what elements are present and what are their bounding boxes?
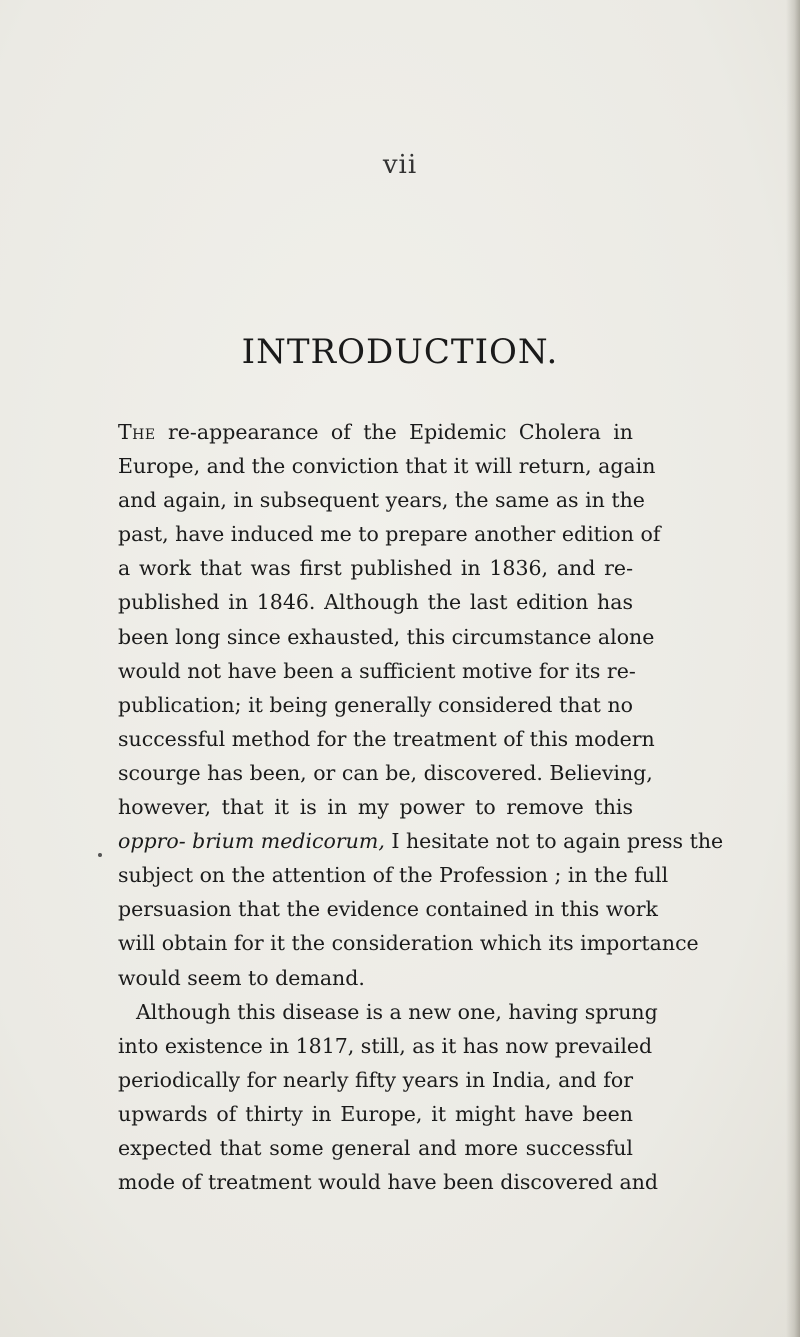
text-line-13: oppro- brium medicorum, I hesitate not to again press the (118, 829, 724, 854)
text-line-14: subject on the attention of the Profession ; in the full (118, 863, 669, 888)
text-line-18: Although this disease is a new one, having sprung (136, 999, 658, 1024)
text-line-21: upwards of thirty in Europe, it might have been (118, 1101, 633, 1126)
text-line-12: however, that it is in my power to remove this (118, 795, 633, 820)
text-line-10: successful method for the treatment of this modern (118, 726, 655, 751)
text-line-7: been long since exhausted, this circumstance alone (118, 624, 655, 649)
text-line-2: Europe, and the conviction that it will return, again (118, 454, 656, 479)
latin-phrase: oppro- brium medicorum, (118, 829, 385, 854)
text-line-3: and again, in subsequent years, the same as in the (118, 488, 645, 513)
text-line-15: persuasion that the evidence contained in this work (118, 897, 658, 922)
text-line-5: a work that was first published in 1836, and re- (118, 556, 633, 581)
text-line-17: would seem to demand. (118, 965, 365, 990)
text-line-8: would not have been a sufficient motive for its re- (118, 658, 636, 683)
text-line-20: periodically for nearly fifty years in India, and for (118, 1067, 633, 1092)
text-line-16: will obtain for it the consideration which its importance (118, 931, 699, 956)
chapter-heading: INTRODUCTION. (241, 332, 559, 372)
text-line-22: expected that some general and more successful (118, 1135, 633, 1160)
text-line-19: into existence in 1817, still, as it has now prevailed (118, 1033, 653, 1058)
text-line-23: mode of treatment would have been discovered and (118, 1170, 659, 1195)
text-line-4: past, have induced me to prepare another edition of (118, 522, 661, 547)
page-number: vii (382, 150, 418, 180)
text-line-6: published in 1846. Although the last edition has (118, 590, 633, 615)
page-edge-shadow (786, 0, 800, 1337)
text-line-1: The re-appearance of the Epidemic Cholera in (118, 420, 633, 444)
small-caps-lead: The (118, 420, 156, 444)
text-line-11: scourge has been, or can be, discovered. Believing, (118, 760, 653, 785)
text-line-9: publication; it being generally considered that no (118, 692, 633, 717)
body-text (118, 415, 724, 1199)
margin-speck (98, 853, 102, 857)
